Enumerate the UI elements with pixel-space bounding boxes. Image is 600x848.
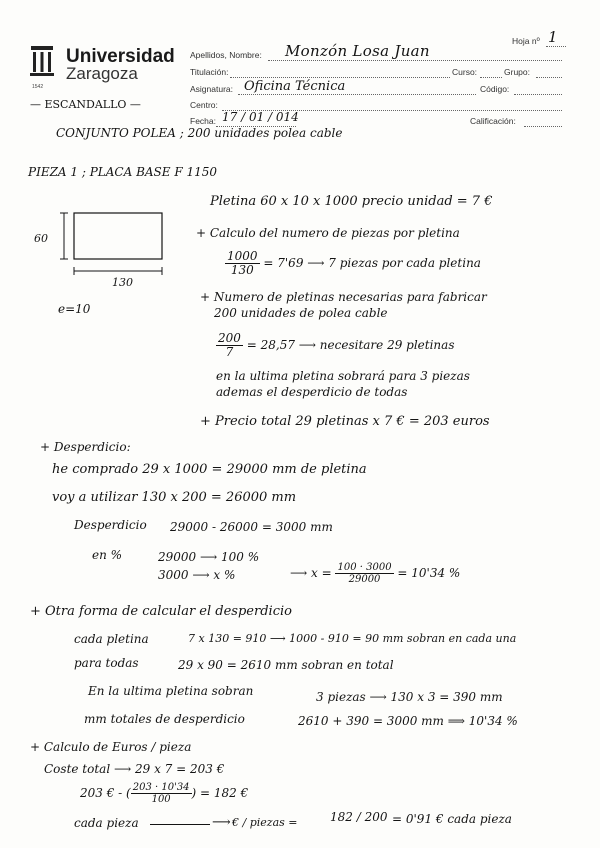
cost-adjusted bbox=[80, 782, 248, 805]
last-plate: en la ultima pletina sobrará para 3 piezas bbox=[216, 369, 470, 383]
per-piece-frac: 182 / 200 bbox=[330, 810, 388, 824]
cost-title: + Calculo de Euros / pieza bbox=[30, 740, 192, 754]
dim-width: 130 bbox=[112, 276, 133, 289]
calc-line bbox=[225, 250, 481, 277]
grade-label: Calificación: bbox=[470, 116, 516, 126]
arrow-line bbox=[150, 824, 210, 825]
pct-den: 29000 bbox=[348, 574, 381, 585]
university-city: Zaragoza bbox=[66, 64, 138, 83]
subject-label: Asignatura: bbox=[190, 84, 233, 94]
bought-line: he comprado 29 x 1000 = 29000 mm de pletina bbox=[52, 462, 367, 477]
course-label: Curso: bbox=[452, 67, 478, 77]
use-line: voy a utilizar 130 x 200 = 26000 mm bbox=[52, 490, 297, 505]
center-label: Centro: bbox=[190, 100, 218, 110]
plate-spec: Pletina 60 x 10 x 1000 precio unidad = 7 € bbox=[210, 194, 493, 209]
plates-den: 7 bbox=[225, 345, 234, 360]
assembly-line: CONJUNTO POLEA ; 200 unidades polea cable bbox=[56, 126, 343, 140]
university-crest-icon bbox=[28, 44, 56, 84]
thickness: e=10 bbox=[58, 302, 91, 316]
university-name: Universidad bbox=[66, 46, 175, 67]
pct-label: en % bbox=[92, 548, 123, 562]
plates-num: 200 bbox=[218, 331, 241, 345]
waste-calc: 29000 - 26000 = 3000 mm bbox=[170, 520, 333, 534]
waste-label: Desperdicio bbox=[74, 518, 147, 532]
last-plate-2: ademas el desperdicio de todas bbox=[216, 385, 408, 399]
piece-line: PIEZA 1 ; PLACA BASE F 1150 bbox=[28, 165, 218, 179]
degree-label: Titulación: bbox=[190, 67, 229, 77]
pct-x: ⟶ x = bbox=[290, 566, 332, 580]
all-label: para todas bbox=[74, 656, 139, 670]
last-label: En la ultima pletina sobran bbox=[88, 684, 254, 698]
student-name: Monzón Losa Juan bbox=[285, 42, 430, 60]
cost-adj-a: 203 € - ( bbox=[80, 786, 131, 800]
each-calc: 7 x 130 = 910 ⟶ 1000 - 910 = 90 mm sobran en cada una bbox=[188, 632, 517, 645]
sheet-number: 1 bbox=[548, 28, 558, 46]
calc-result: = 7'69 ⟶ 7 piezas por cada pletina bbox=[263, 256, 481, 271]
arrow-head-icon: ⟶ bbox=[212, 815, 231, 830]
subject-value: Oficina Técnica bbox=[244, 79, 346, 94]
total-price: + Precio total 29 pletinas x 7 € = 203 euros bbox=[200, 414, 490, 429]
waste-title: + Desperdicio: bbox=[40, 440, 131, 454]
other-title: + Otra forma de calcular el desperdicio bbox=[30, 604, 292, 619]
pct-line-2: 3000 ⟶ x % bbox=[158, 568, 236, 582]
per-piece-result: = 0'91 € cada pieza bbox=[392, 812, 512, 826]
plates-title: + Numero de pletinas necesarias para fabricar bbox=[200, 290, 487, 304]
calc-num: 1000 bbox=[227, 249, 258, 263]
per-piece-mid: € / piezas = bbox=[232, 816, 298, 829]
cost-adj-den: 100 bbox=[151, 794, 171, 805]
cost-total: Coste total ⟶ 29 x 7 = 203 € bbox=[44, 762, 225, 776]
date-label: Fecha: bbox=[190, 116, 216, 126]
escandallo-title: — ESCANDALLO — bbox=[30, 98, 141, 111]
all-calc: 29 x 90 = 2610 mm sobran en total bbox=[178, 658, 394, 672]
code-label: Código: bbox=[480, 84, 510, 94]
dim-height: 60 bbox=[34, 232, 48, 245]
plates-result: = 28,57 ⟶ necesitare 29 pletinas bbox=[246, 338, 455, 353]
pct-num: 100 · 3000 bbox=[337, 562, 392, 573]
last-calc: 3 piezas ⟶ 130 x 3 = 390 mm bbox=[316, 690, 503, 704]
calc-den: 130 bbox=[230, 263, 254, 278]
name-label: Apellidos, Nombre: bbox=[190, 50, 262, 60]
calc-title: + Calculo del numero de piezas por pletina bbox=[196, 226, 460, 240]
cost-adj-num: 203 · 10'34 bbox=[132, 782, 190, 793]
cost-adj-b: ) = 182 € bbox=[191, 786, 249, 800]
each-label: cada pletina bbox=[74, 632, 149, 646]
total-label: mm totales de desperdicio bbox=[84, 712, 245, 726]
sheet-label: Hoja nº bbox=[512, 36, 540, 46]
pct-line-1: 29000 ⟶ 100 % bbox=[158, 550, 260, 564]
date-value: 17 / 01 / 014 bbox=[222, 110, 299, 124]
founding-year: 1542 bbox=[32, 84, 44, 90]
plates-title-2: 200 unidades de polea cable bbox=[214, 306, 388, 320]
group-label: Grupo: bbox=[504, 67, 530, 77]
pct-result: = 10'34 % bbox=[397, 566, 461, 580]
per-piece-label: cada pieza bbox=[74, 816, 139, 830]
total-calc: 2610 + 390 = 3000 mm ⟹ 10'34 % bbox=[298, 714, 518, 728]
pct-formula bbox=[290, 562, 460, 585]
plates-line bbox=[216, 332, 454, 359]
